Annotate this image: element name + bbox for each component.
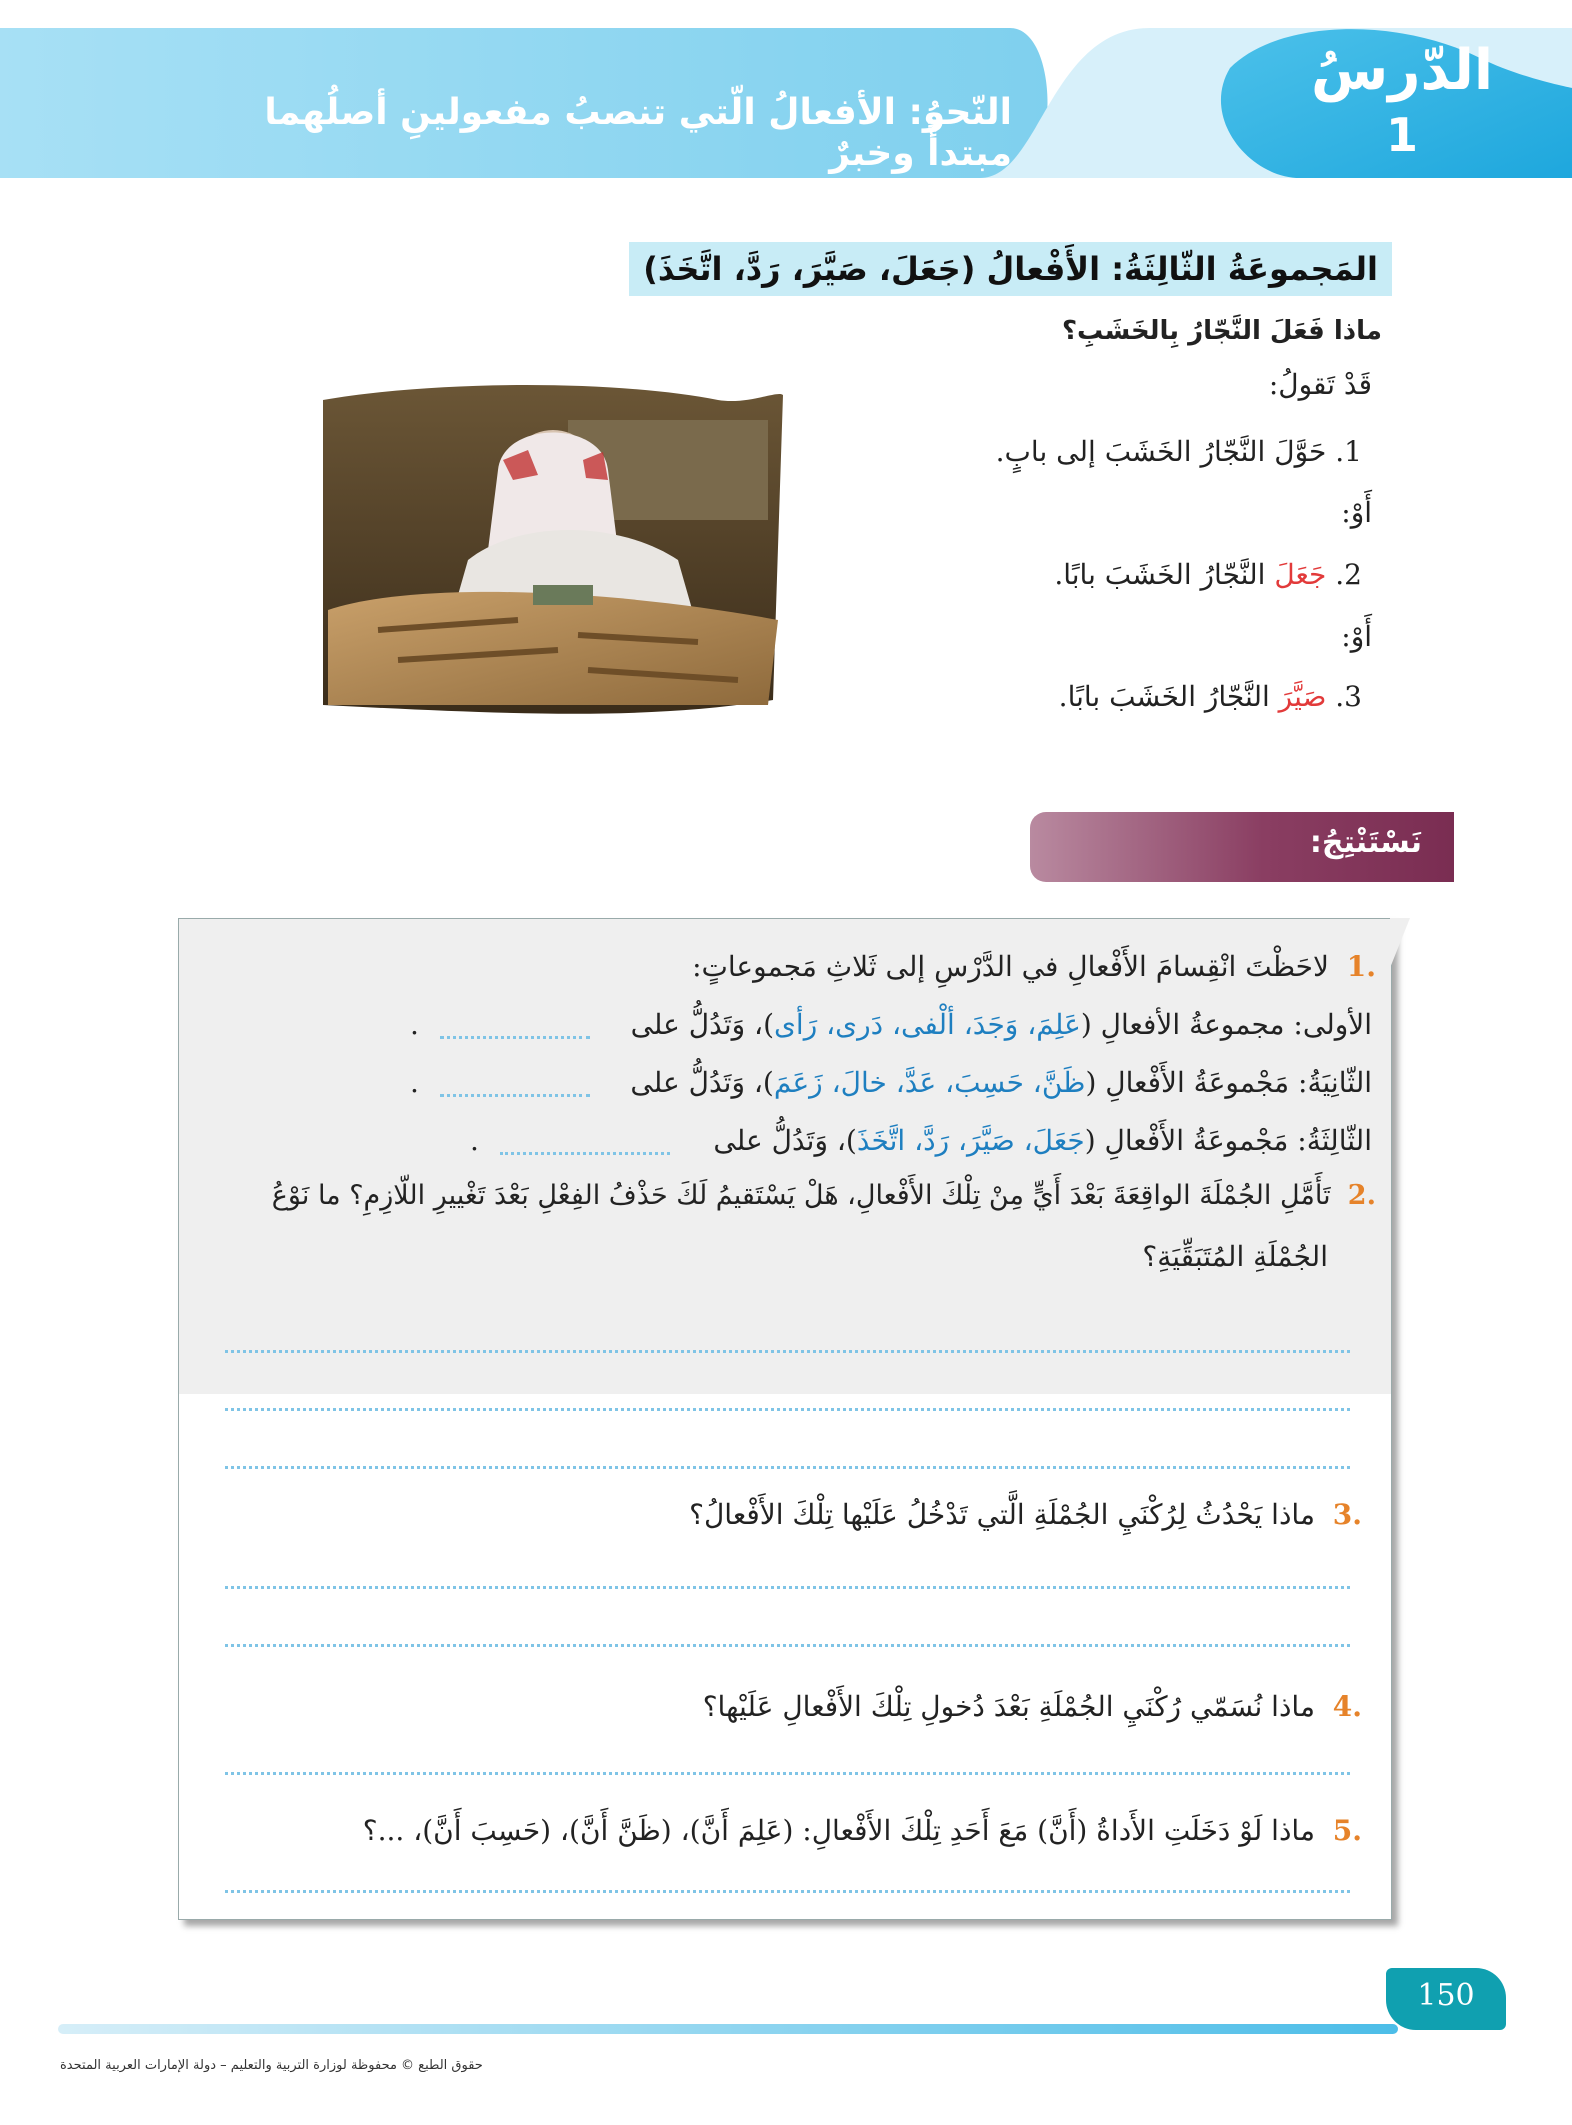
or-text-1: أَوْ:	[1341, 496, 1372, 529]
answer-line[interactable]	[500, 1152, 670, 1155]
or-text-2: أَوْ:	[1341, 620, 1372, 653]
intro-text: قَدْ تَقولُ:	[1268, 368, 1372, 401]
q1-dot-1: .	[410, 1008, 419, 1041]
q1-group-1: الأولى: مجموعةُ الأفعالِ (عَلِمَ، وَجَدَ، ألْفى، دَرى، رَأى)، وَتَدُلُّ على	[630, 1008, 1372, 1041]
answer-line[interactable]	[225, 1772, 1350, 1775]
conclude-label: نَسْتَنْتِجُ:	[1309, 825, 1422, 860]
lesson-title: النّحوُ: الأفعالُ الّتي تنصبُ مفعولينِ أصلُهما مبتدأً وخبرٌ	[264, 92, 1012, 174]
question-5: .5 ماذا لَوْ دَخَلَتِ الأَداةُ (أَنَّ) مَعَ أَحَدِ تِلْكَ الأَفْعالِ: (عَلِمَ أَنَّ)، (ظَنَّ أَنَّ)، (حَسِبَ أَنَّ)، ...؟	[362, 1814, 1362, 1847]
answer-line[interactable]	[225, 1350, 1350, 1353]
q1-dot-2: .	[410, 1066, 419, 1099]
page-number: 150	[1417, 1978, 1475, 2013]
lead-question: ماذا فَعَلَ النَّجّارُ بِالخَشَبِ؟	[1061, 316, 1382, 346]
question-2: .2 تَأَمَّلِ الجُمْلَةَ الواقِعَةَ بَعْدَ أَيٍّ مِنْ تِلْكَ الأَفْعالِ، هَلْ يَسْتَقيمُ لَكَ حَذْفُ الفِعْلِ بَعْدَ تَغْييرِ اللّازِمِ؟ ما نَوْعُ	[271, 1180, 1376, 1211]
answer-line[interactable]	[225, 1644, 1350, 1647]
copyright-text: حقوق الطبع © محفوظة لوزارة التربية والتعليم – دولة الإمارات العربية المتحدة	[60, 2058, 483, 2073]
answer-line[interactable]	[440, 1094, 590, 1097]
lesson-label: الدّرسُ	[1310, 38, 1494, 103]
carpenter-photo	[318, 380, 788, 720]
example-2: 2. جَعَلَ النَّجّارُ الخَشَبَ بابًا.	[1054, 558, 1362, 591]
group-heading: المَجموعَةُ الثّالِثَةُ: الأَفْعالُ (جَعَلَ، صَيَّرَ، رَدَّ، اتَّخَذَ)	[629, 242, 1392, 296]
answer-line[interactable]	[225, 1586, 1350, 1589]
answer-line[interactable]	[225, 1408, 1350, 1411]
q1-dot-3: .	[470, 1124, 479, 1157]
answer-line[interactable]	[225, 1890, 1350, 1893]
question-1: .1 لاحَظْتَ انْقِسامَ الأَفْعالِ في الدَّرْسِ إلى ثَلاثِ مَجموعاتٍ:	[692, 950, 1376, 983]
lesson-number: 1	[1385, 108, 1418, 162]
question-2-continued: الجُمْلَةِ المُتَبَقِّيَةِ؟	[1142, 1240, 1328, 1273]
footer-bar	[58, 2024, 1398, 2034]
question-3: .3 ماذا يَحْدُثُ لِرُكْنَيِ الجُمْلَةِ الَّتي تَدْخُلُ عَلَيْها تِلْكَ الأَفْعالُ؟	[689, 1498, 1362, 1531]
answer-line[interactable]	[440, 1036, 590, 1039]
q1-group-2: الثّانِيَةُ: مَجْموعَةُ الأَفْعالِ (ظَنَّ، حَسِبَ، عَدَّ، خالَ، زَعَمَ)، وَتَدُلُّ على	[630, 1066, 1372, 1099]
q1-group-3: الثّالِثَةُ: مَجْموعَةُ الأَفْعالِ (جَعَلَ، صَيَّرَ، رَدَّ، اتَّخَذَ)، وَتَدُلُّ على	[713, 1124, 1372, 1157]
example-3: 3. صَيَّرَ النَّجّارُ الخَشَبَ بابًا.	[1058, 680, 1362, 713]
question-4: .4 ماذا نُسَمّي رُكْنَيِ الجُمْلَةِ بَعْدَ دُخولِ تِلْكَ الأَفْعالِ عَلَيْها؟	[702, 1690, 1362, 1723]
example-1: 1. حَوَّلَ النَّجّارُ الخَشَبَ إلى بابٍ.	[995, 435, 1362, 468]
answer-line[interactable]	[225, 1466, 1350, 1469]
box-corner-notch	[1390, 918, 1410, 968]
